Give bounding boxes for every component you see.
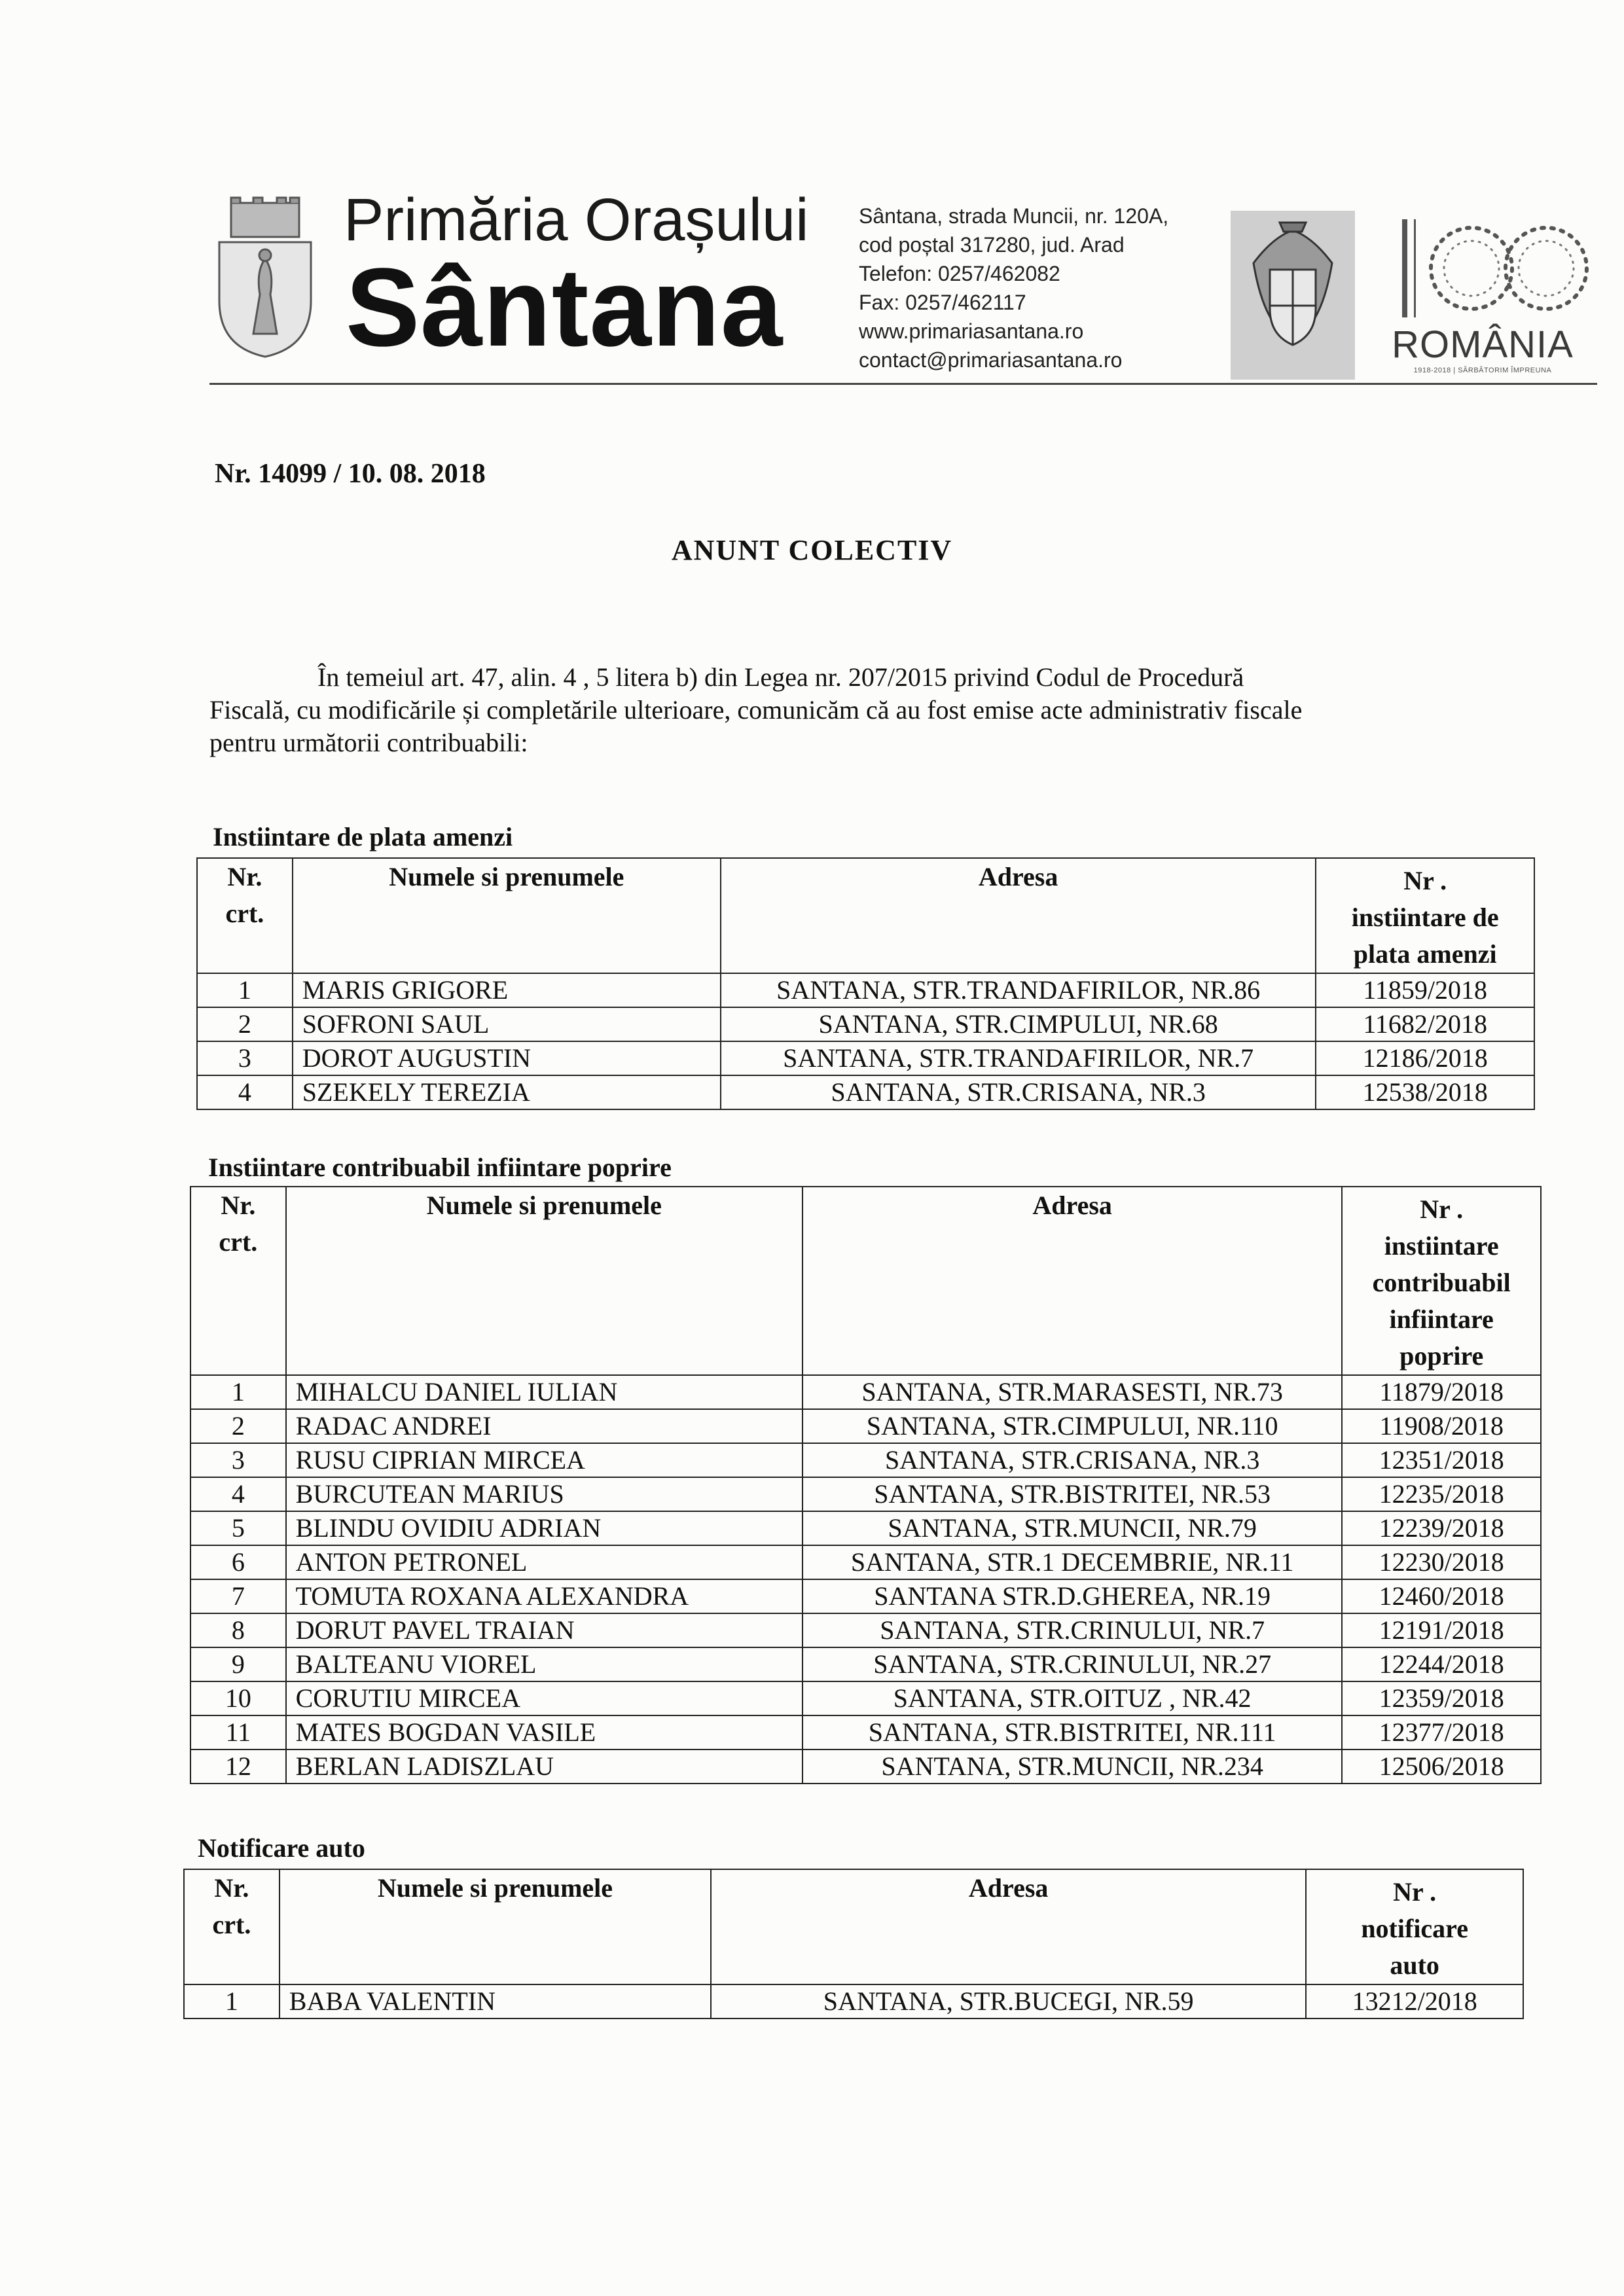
row-crt: 3	[190, 1443, 286, 1477]
row-address: SANTANA, STR.CRINULUI, NR.27	[803, 1647, 1342, 1681]
row-number: 12230/2018	[1342, 1545, 1541, 1579]
row-number: 11879/2018	[1342, 1375, 1541, 1409]
row-number: 12244/2018	[1342, 1647, 1541, 1681]
row-name: BLINDU OVIDIU ADRIAN	[286, 1511, 803, 1545]
centenary-country: ROMÂNIA	[1392, 323, 1574, 366]
row-crt: 11	[190, 1715, 286, 1749]
section-title: Instiintare de plata amenzi	[213, 822, 513, 852]
row-address: SANTANA, STR.MUNCII, NR.79	[803, 1511, 1342, 1545]
table-row	[190, 1511, 1541, 1545]
town-name: Sântana	[346, 245, 784, 370]
row-name: CORUTIU MIRCEA	[286, 1681, 803, 1715]
header-number: Nr . instiintare contribuabil infiintare poprire	[1342, 1187, 1541, 1375]
row-address: SANTANA, STR.TRANDAFIRILOR, NR.7	[721, 1041, 1316, 1075]
row-name: MARIS GRIGORE	[293, 973, 721, 1007]
table-row	[190, 1375, 1541, 1409]
table-row	[197, 1007, 1534, 1041]
contact-email: contact@primariasantana.ro	[859, 348, 1123, 372]
row-name: DOROT AUGUSTIN	[293, 1041, 721, 1075]
row-name: BERLAN LADISZLAU	[286, 1749, 803, 1784]
row-number: 12460/2018	[1342, 1579, 1541, 1613]
row-crt: 12	[190, 1749, 286, 1784]
row-crt: 1	[190, 1375, 286, 1409]
header-name: Numele si prenumele	[286, 1187, 803, 1375]
table-row	[190, 1647, 1541, 1681]
row-name: MIHALCU DANIEL IULIAN	[286, 1375, 803, 1409]
row-number: 11682/2018	[1316, 1007, 1534, 1041]
header-crt: Nr. crt.	[184, 1869, 280, 1984]
contact-address: Sântana, strada Muncii, nr. 120A,	[859, 204, 1169, 228]
row-crt: 4	[197, 1075, 293, 1109]
contact-fax: Fax: 0257/462117	[859, 291, 1026, 314]
row-address: SANTANA, STR.1 DECEMBRIE, NR.11	[803, 1545, 1342, 1579]
document-number: Nr. 14099 / 10. 08. 2018	[215, 459, 486, 489]
header-number: Nr . notificare auto	[1306, 1869, 1523, 1984]
contact-phone: Telefon: 0257/462082	[859, 262, 1060, 285]
header-address: Adresa	[721, 858, 1316, 973]
row-crt: 9	[190, 1647, 286, 1681]
header-divider	[209, 383, 1597, 385]
fines-table	[196, 857, 1535, 1110]
table-row	[190, 1409, 1541, 1443]
intro-line: Fiscală, cu modificările și completările ulterioare, comunicăm că au fost emise acte administrativ fiscale	[209, 695, 1303, 725]
table-row	[197, 973, 1534, 1007]
section-title: Instiintare contribuabil infiintare poprire	[208, 1153, 672, 1182]
row-number: 12359/2018	[1342, 1681, 1541, 1715]
row-address: SANTANA, STR.CRINULUI, NR.7	[803, 1613, 1342, 1647]
table-row	[190, 1715, 1541, 1749]
table-header-row	[184, 1869, 1523, 1984]
row-address: SANTANA, STR.MUNCII, NR.234	[803, 1749, 1342, 1784]
intro-line: pentru următorii contribuabili:	[209, 728, 528, 757]
row-crt: 2	[197, 1007, 293, 1041]
header-crt: Nr. crt.	[190, 1187, 286, 1375]
row-number: 12351/2018	[1342, 1443, 1541, 1477]
row-crt: 10	[190, 1681, 286, 1715]
header-address: Adresa	[803, 1187, 1342, 1375]
row-number: 13212/2018	[1306, 1984, 1523, 2018]
row-address: SANTANA, STR.CRISANA, NR.3	[803, 1443, 1342, 1477]
row-number: 12239/2018	[1342, 1511, 1541, 1545]
row-name: SZEKELY TEREZIA	[293, 1075, 721, 1109]
row-crt: 2	[190, 1409, 286, 1443]
row-number: 12538/2018	[1316, 1075, 1534, 1109]
institution-name: Primăria Orașului	[344, 187, 809, 253]
intro-paragraph	[209, 661, 1453, 759]
contact-postal: cod poștal 317280, jud. Arad	[859, 233, 1125, 257]
row-number: 12377/2018	[1342, 1715, 1541, 1749]
table-row	[184, 1984, 1523, 2018]
header-name: Numele si prenumele	[293, 858, 721, 973]
table-header-row	[197, 858, 1534, 973]
table-row	[197, 1041, 1534, 1075]
intro-line: În temeiul art. 47, alin. 4 , 5 litera b) din Legea nr. 207/2015 privind Codul de Procedură	[317, 662, 1244, 692]
row-name: TOMUTA ROXANA ALEXANDRA	[286, 1579, 803, 1613]
table-row	[190, 1749, 1541, 1784]
row-crt: 1	[197, 973, 293, 1007]
town-crest-icon	[213, 196, 317, 360]
row-number: 12235/2018	[1342, 1477, 1541, 1511]
contact-website: www.primariasantana.ro	[859, 319, 1084, 343]
section-title: Notificare auto	[198, 1833, 365, 1863]
document-heading: ANUNT COLECTIV	[671, 534, 953, 566]
row-number: 11908/2018	[1342, 1409, 1541, 1443]
header-address: Adresa	[711, 1869, 1306, 1984]
row-crt: 8	[190, 1613, 286, 1647]
coat-of-arms-icon	[1231, 211, 1355, 380]
row-crt: 4	[190, 1477, 286, 1511]
row-address: SANTANA, STR.BISTRITEI, NR.111	[803, 1715, 1342, 1749]
row-number: 11859/2018	[1316, 973, 1534, 1007]
row-crt: 1	[184, 1984, 280, 2018]
table-row	[190, 1613, 1541, 1647]
garnishment-table	[190, 1186, 1542, 1784]
row-name: SOFRONI SAUL	[293, 1007, 721, 1041]
table-header-row	[190, 1187, 1541, 1375]
table-row	[190, 1681, 1541, 1715]
row-address: SANTANA, STR.OITUZ , NR.42	[803, 1681, 1342, 1715]
table-row	[190, 1443, 1541, 1477]
row-address: SANTANA, STR.CIMPULUI, NR.110	[803, 1409, 1342, 1443]
vehicle-notice-table	[183, 1869, 1524, 2019]
row-name: RADAC ANDREI	[286, 1409, 803, 1443]
row-address: SANTANA, STR.BUCEGI, NR.59	[711, 1984, 1306, 2018]
row-name: BALTEANU VIOREL	[286, 1647, 803, 1681]
row-address: SANTANA, STR.BISTRITEI, NR.53	[803, 1477, 1342, 1511]
row-name: MATES BOGDAN VASILE	[286, 1715, 803, 1749]
centenary-logo	[1375, 206, 1591, 383]
table-row	[190, 1545, 1541, 1579]
row-number: 12186/2018	[1316, 1041, 1534, 1075]
row-address: SANTANA, STR.MARASESTI, NR.73	[803, 1375, 1342, 1409]
header-number: Nr . instiintare de plata amenzi	[1316, 858, 1534, 973]
row-name: DORUT PAVEL TRAIAN	[286, 1613, 803, 1647]
row-crt: 5	[190, 1511, 286, 1545]
header-name: Numele si prenumele	[280, 1869, 711, 1984]
header-crt: Nr. crt.	[197, 858, 293, 973]
centenary-tagline: 1918-2018 | SĂRBĂTORIM ÎMPREUNA	[1413, 367, 1552, 374]
row-number: 12506/2018	[1342, 1749, 1541, 1784]
row-crt: 7	[190, 1579, 286, 1613]
row-name: BABA VALENTIN	[280, 1984, 711, 2018]
table-row	[190, 1579, 1541, 1613]
row-name: RUSU CIPRIAN MIRCEA	[286, 1443, 803, 1477]
row-name: ANTON PETRONEL	[286, 1545, 803, 1579]
row-crt: 6	[190, 1545, 286, 1579]
row-name: BURCUTEAN MARIUS	[286, 1477, 803, 1511]
centenary-100-icon	[1375, 206, 1591, 331]
table-row	[190, 1477, 1541, 1511]
row-address: SANTANA, STR.CIMPULUI, NR.68	[721, 1007, 1316, 1041]
row-address: SANTANA STR.D.GHEREA, NR.19	[803, 1579, 1342, 1613]
table-row	[197, 1075, 1534, 1109]
row-address: SANTANA, STR.TRANDAFIRILOR, NR.86	[721, 973, 1316, 1007]
row-crt: 3	[197, 1041, 293, 1075]
row-address: SANTANA, STR.CRISANA, NR.3	[721, 1075, 1316, 1109]
row-number: 12191/2018	[1342, 1613, 1541, 1647]
contact-block	[859, 202, 1168, 374]
